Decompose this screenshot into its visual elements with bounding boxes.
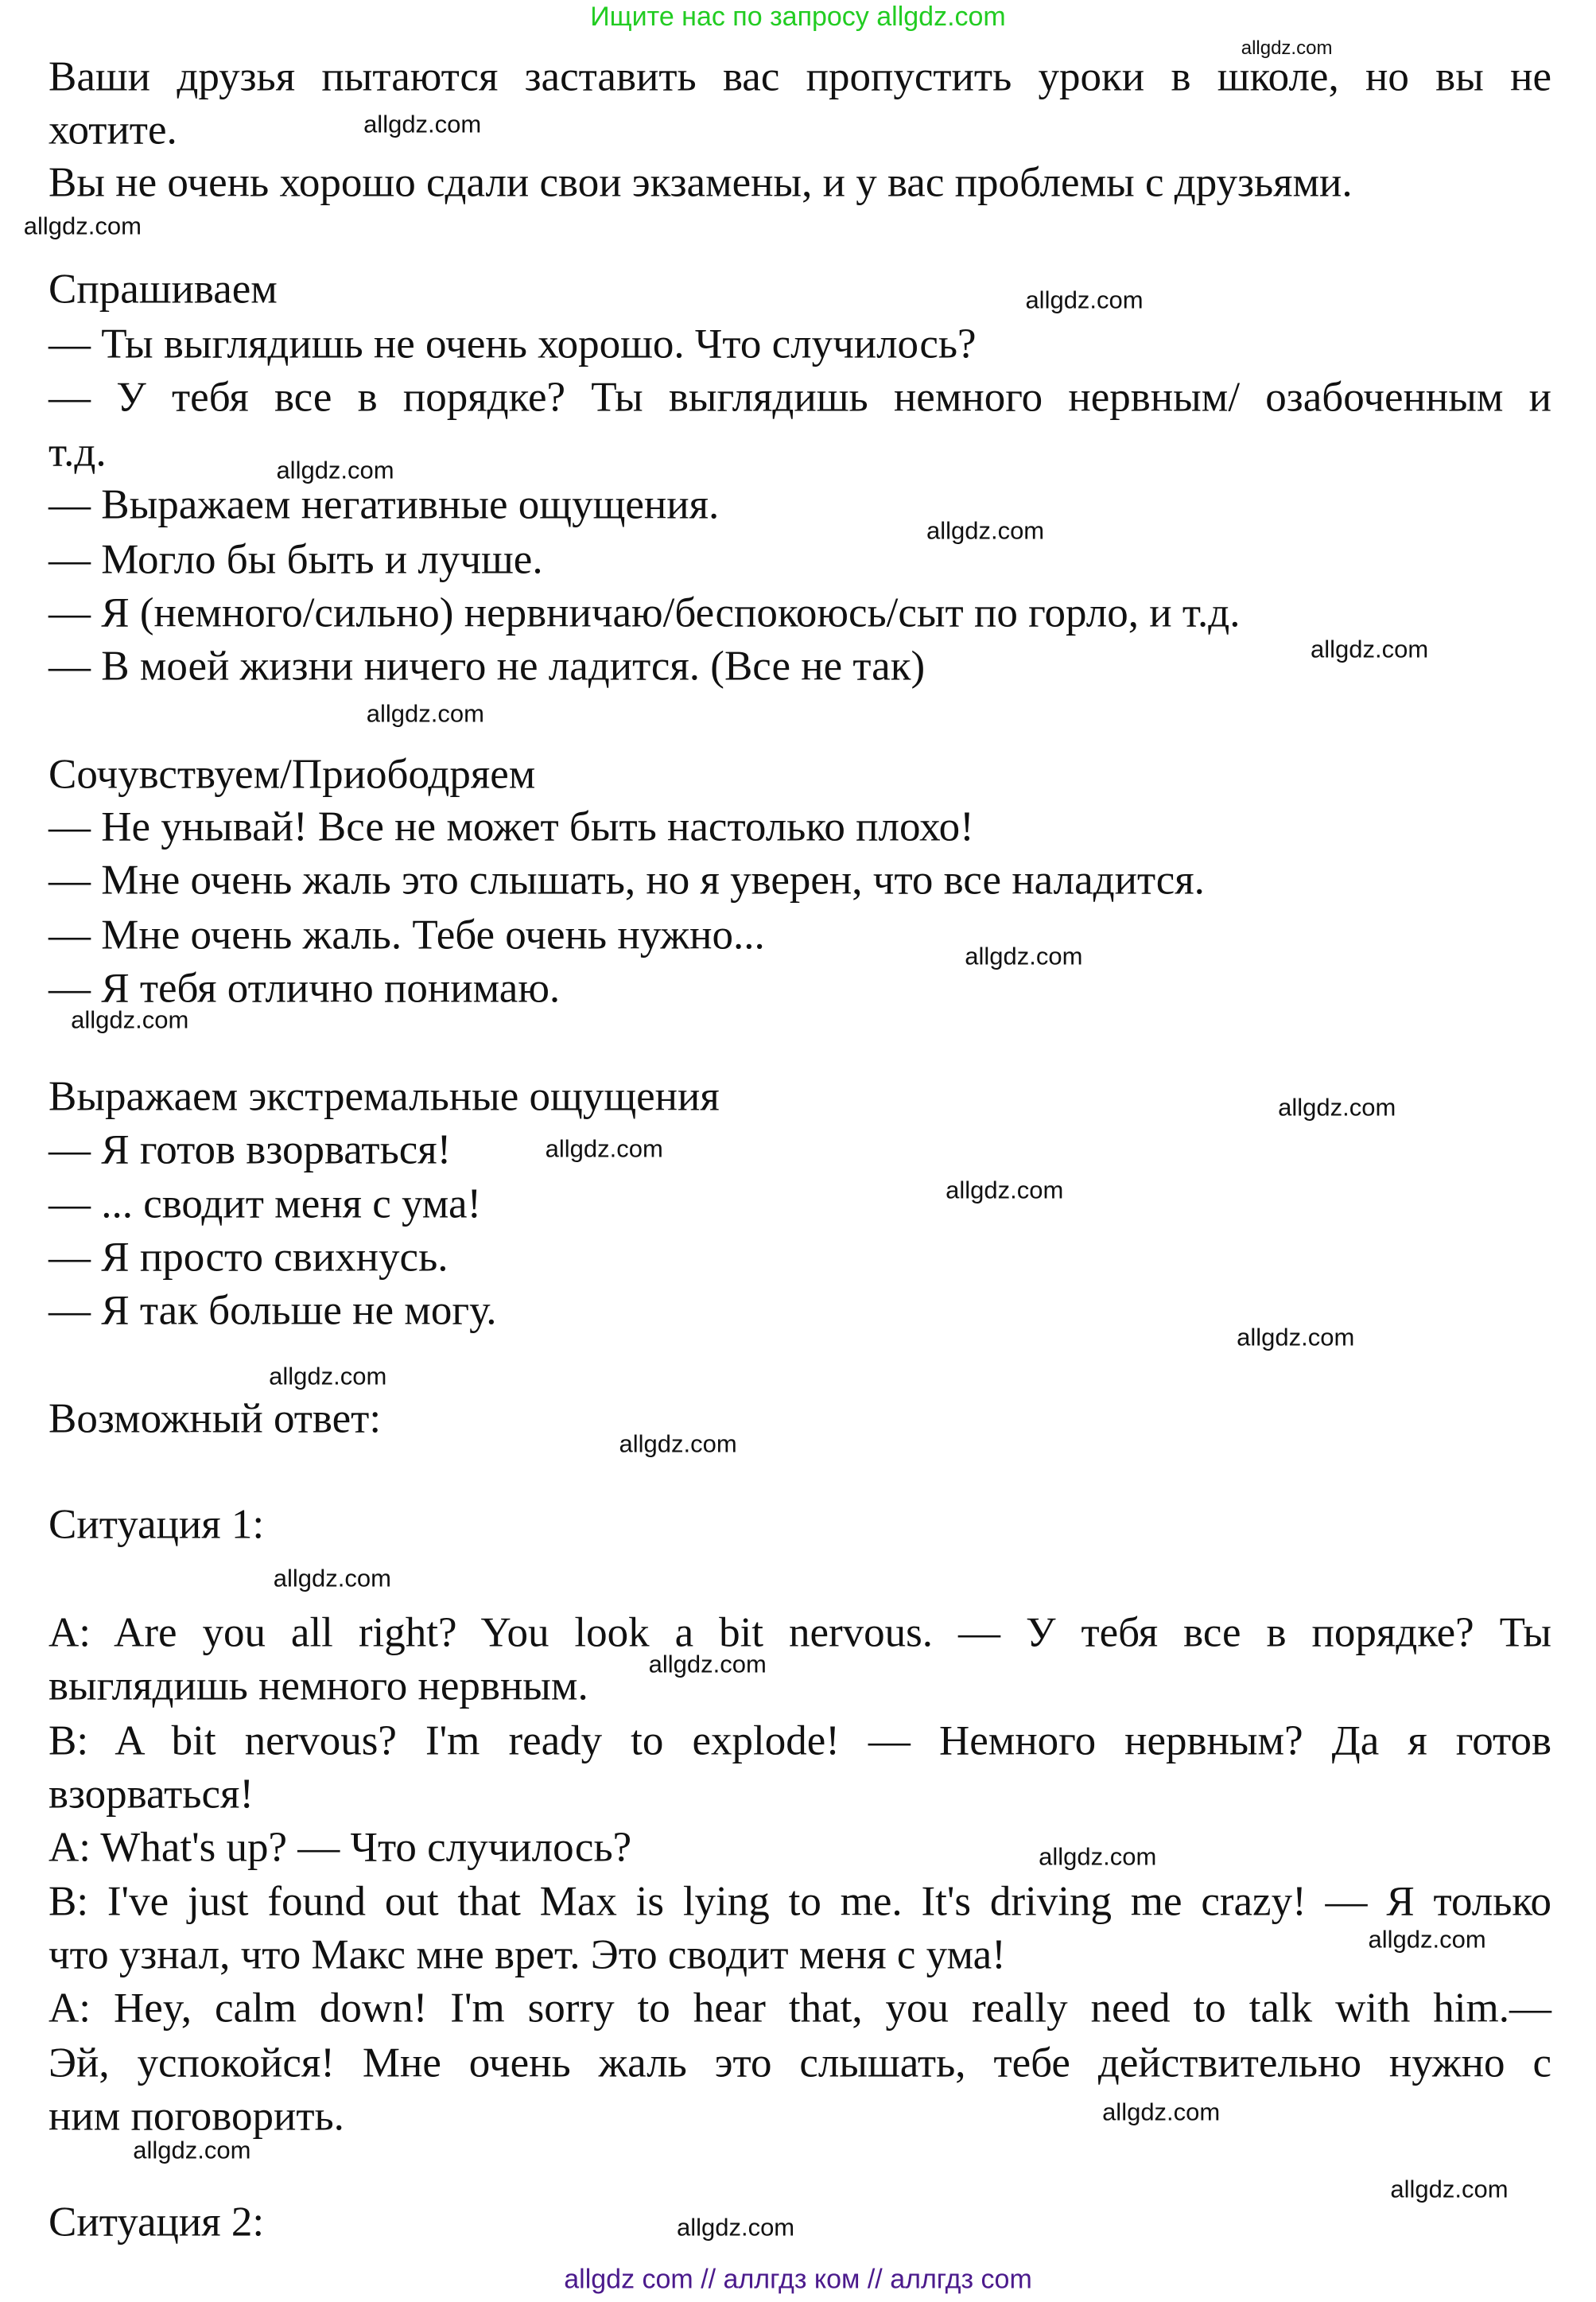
text-line: Вы не очень хорошо сдали свои экзамены, и у вас проблемы с друзьями.: [49, 159, 1353, 206]
watermark: allgdz.com: [648, 1650, 767, 1678]
watermark: allgdz.com: [1039, 1842, 1157, 1871]
text-line: выглядишь немного нервным.: [49, 1662, 588, 1709]
text-line: — В моей жизни ничего не ладится. (Все не так): [49, 643, 926, 690]
watermark: allgdz.com: [676, 2213, 795, 2242]
watermark: allgdz.com: [965, 942, 1083, 970]
text-line: — У тебя все в порядке? Ты выглядишь немного нервным/ озабоченным и: [49, 374, 1551, 421]
text-line: A: Hey, calm down! I'm sorry to hear that, you really need to talk with him.—: [49, 1985, 1551, 2032]
section-heading: Возможный ответ:: [49, 1395, 382, 1442]
text-line: B: I've just found out that Max is lying to me. It's driving me crazy! — Я только: [49, 1878, 1551, 1925]
watermark: allgdz.com: [133, 2136, 251, 2164]
watermark: allgdz.com: [1025, 286, 1144, 314]
text-line: — Могло бы быть и лучше.: [49, 536, 543, 583]
text-line: — Ты выглядишь не очень хорошо. Что случилось?: [49, 321, 977, 367]
watermark: allgdz.com: [273, 1564, 391, 1592]
watermark: allgdz.com: [71, 1005, 189, 1034]
watermark: allgdz.com: [269, 1362, 387, 1390]
watermark: allgdz.com: [366, 699, 484, 728]
text-line: — Я просто свихнусь.: [49, 1234, 449, 1281]
watermark: allgdz.com: [946, 1176, 1064, 1204]
section-heading: Выражаем экстремальные ощущения: [49, 1073, 720, 1120]
section-heading: Спрашиваем: [49, 266, 278, 313]
watermark: allgdz.com: [276, 456, 394, 484]
text-line: — Мне очень жаль это слышать, но я уверен, что все наладится.: [49, 857, 1205, 904]
text-line: хотите.: [49, 107, 177, 153]
watermark: allgdz.com: [545, 1134, 663, 1163]
watermark: allgdz.com: [1278, 1093, 1396, 1122]
text-line: — Я готов взорваться!: [49, 1126, 452, 1173]
text-line: — Я тебя отлично понимаю.: [49, 965, 561, 1012]
text-line: — Я так больше не могу.: [49, 1287, 497, 1334]
text-line: т.д.: [49, 429, 107, 476]
section-heading: Ситуация 1:: [49, 1501, 265, 1548]
text-line: — Выражаем негативные ощущения.: [49, 481, 720, 528]
text-line: Ваши друзья пытаются заставить вас пропустить уроки в школе, но вы не: [49, 53, 1551, 100]
watermark: allgdz.com: [1241, 37, 1333, 60]
watermark: allgdz.com: [1368, 1925, 1486, 1954]
text-line: — Не унывай! Все не может быть настолько плохо!: [49, 803, 974, 850]
watermark: allgdz.com: [23, 212, 142, 240]
text-line: Эй, успокойся! Мне очень жаль это слышать, тебе действительно нужно с: [49, 2040, 1551, 2086]
text-line: — Я (немного/сильно) нервничаю/беспокоюсь/сыт по горло, и т.д.: [49, 589, 1241, 636]
text-line: что узнал, что Макс мне врет. Это сводит меня с ума!: [49, 1931, 1006, 1978]
watermark: allgdz.com: [619, 1429, 737, 1458]
watermark: allgdz.com: [926, 516, 1045, 545]
text-line: A: What's up? — Что случилось?: [49, 1824, 632, 1870]
watermark: allgdz.com: [1237, 1323, 1355, 1351]
watermark: allgdz.com: [1102, 2098, 1221, 2126]
watermark: allgdz.com: [363, 110, 482, 138]
text-line: — Мне очень жаль. Тебе очень нужно...: [49, 912, 765, 959]
search-banner: Ищите нас по запросу allgdz.com: [590, 2, 1006, 32]
watermark: allgdz.com: [1390, 2175, 1509, 2203]
text-line: взорваться!: [49, 1771, 254, 1818]
text-line: A: Are you all right? You look a bit nervous. — У тебя все в порядке? Ты: [49, 1609, 1551, 1656]
text-line: B: A bit nervous? I'm ready to explode! — Немного нервным? Да я готов: [49, 1717, 1551, 1764]
footer-links: allgdz com // аллгдз ком // аллгдз com: [564, 2264, 1032, 2295]
watermark: allgdz.com: [1311, 635, 1429, 663]
text-line: — ... сводит меня с ума!: [49, 1180, 482, 1227]
section-heading: Ситуация 2:: [49, 2199, 265, 2246]
text-line: ним поговорить.: [49, 2093, 344, 2140]
section-heading: Сочувствуем/Приободряем: [49, 751, 536, 798]
